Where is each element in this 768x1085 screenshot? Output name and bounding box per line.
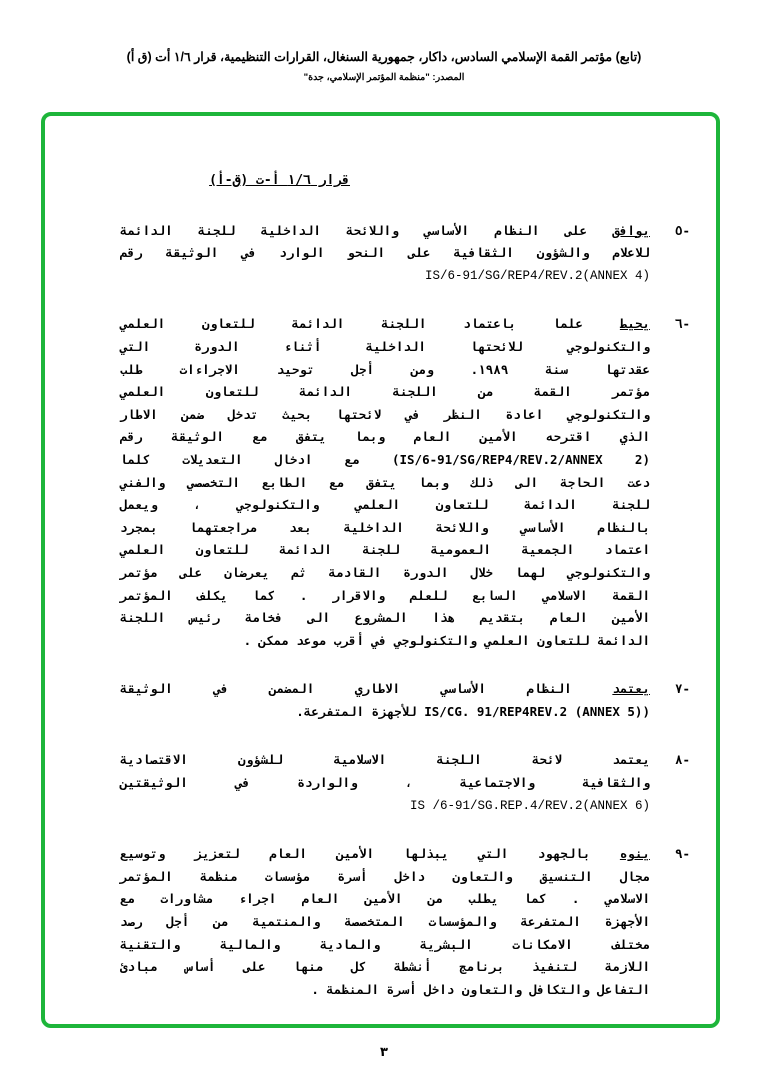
clause-line: اللازمة لتنفيذ برنامج أنشطة كل منها على أساس مبادئ <box>120 959 650 975</box>
clause-line: (IS/6-91/SG/REP4/REV.2/ANNEX 2) مع ادخال التعديلات كلما <box>120 451 650 467</box>
clause-5 <box>120 220 690 288</box>
clause-line: مؤتمر القمة من اللجنة الدائمة للتعاون العلمي <box>120 384 650 400</box>
clause-line: بالنظام الأساسي واللائحة الداخلية بعد مراجعتهما بمجرد <box>120 519 650 535</box>
clause-line: بالجهود التي يبذلها الأمين العام لتعزيز وتوسيع <box>120 846 591 862</box>
clause-9 <box>120 843 690 1001</box>
clause-number: -٨ <box>674 752 690 768</box>
clause-6 <box>120 313 690 652</box>
clause-line: الأمين العام بتقديم هذا المشروع الى فخامة رئيس اللجنة <box>120 610 650 626</box>
document-header <box>0 48 768 83</box>
clause-line: الذي اقترحه الأمين العام وبما يتفق مع الوثيقة رقم <box>120 429 650 445</box>
clause-line: (IS/CG. 91/REP4REV.2 (ANNEX 5) للأجهزة المتفرعة. <box>296 703 650 719</box>
clause-line: الأجهزة المتفرعة والمؤسسات المتخصصة والمنتمية من أجل رصد <box>120 914 650 930</box>
clause-line: دعت الحاجة الى ذلك وبما يتفق مع الطابع التخصصي والفني <box>120 474 650 490</box>
document-reference: IS /6-91/SG.REP.4/REV.2(ANNEX 6) <box>409 798 650 813</box>
clause-line: الدائمة للتعاون العلمي والتكنولوجي في أقرب موعد ممكن . <box>243 632 650 648</box>
clause-line: مختلف الامكانات البشرية والمادية والمالية والتقنية <box>120 936 650 952</box>
clause-number: -٧ <box>674 681 690 697</box>
clause-line: والتكنولوجي لهما خلال الدورة القادمة ثم يعرضان على مؤتمر <box>120 564 650 580</box>
clause-number: -٩ <box>674 846 690 862</box>
clause-line: والثقافية والاجتماعية ، والواردة في الوثيقتين <box>120 775 650 791</box>
clause-line: والتكنولوجي اعادة النظر في لائحتها بحيث تدخل ضمن الاطار <box>120 406 650 422</box>
clause-line: اعتماد الجمعية العمومية للجنة الدائمة للتعاون العلمي <box>120 542 650 558</box>
clause-line: الاسلامي . كما يطلب من الأمين العام اجراء مشاورات مع <box>120 891 650 907</box>
clause-line: القمة الاسلامي السابع للعلم والاقرار . كما يكلف المؤتمر <box>120 587 650 603</box>
clause-line: للاعلام والشؤون الثقافية على النحو الوارد في الوثيقة رقم <box>120 245 650 261</box>
clause-line: علما باعتماد اللجنة الدائمة للتعاون العلمي <box>120 316 583 332</box>
clause-line: التفاعل والتكافل والتعاون داخل أسرة المنظمة . <box>311 981 650 997</box>
clause-verb: ينوه <box>619 846 650 862</box>
clause-number: -٥ <box>674 222 690 238</box>
clause-number: -٦ <box>674 316 690 332</box>
clause-7 <box>120 678 690 723</box>
decision-title: قرار ١/٦ أ-ت (ق-أ) <box>209 173 350 188</box>
clause-line: والتكنولوجي للائحتها الداخلية أثناء الدورة التي <box>120 338 650 354</box>
clause-line: للجنة الدائمة للتعاون العلمي والتكنولوجي ، ويعمل <box>120 497 650 513</box>
clause-verb: يحيط <box>619 316 650 332</box>
clause-line: يعتمد لائحة اللجنة الاسلامية للشؤون الاقتصادية <box>120 752 650 768</box>
page-number: ٣ <box>380 1045 388 1060</box>
clause-verb: يوافق <box>612 222 650 238</box>
clause-line: عقدتها سنة ١٩٨٩. ومن أجل توحيد الاجراءات طلب <box>120 361 650 377</box>
document-body <box>120 170 690 1027</box>
clause-line: مجال التنسيق والتعاون داخل أسرة مؤسسات منظمة المؤتمر <box>120 868 650 884</box>
header-title: (تابع) مؤتمر القمة الإسلامي السادس، داكار، جمهورية السنغال، القرارات التنظيمية، قرار ١/٦ أت (ق أ) <box>126 50 642 64</box>
header-source: المصدر: "منظمة المؤتمر الإسلامي، جدة" <box>303 72 465 83</box>
clause-line: على النظام الأساسي واللائحة الداخلية للجنة الدائمة <box>120 222 588 238</box>
clause-line: النظام الأساسي الاطاري المضمن في الوثيقة <box>120 681 572 697</box>
clause-verb: يعتمد <box>612 681 650 697</box>
clause-8 <box>120 749 690 817</box>
document-reference: IS/6-91/SG/REP4/REV.2(ANNEX 4) <box>424 268 650 283</box>
